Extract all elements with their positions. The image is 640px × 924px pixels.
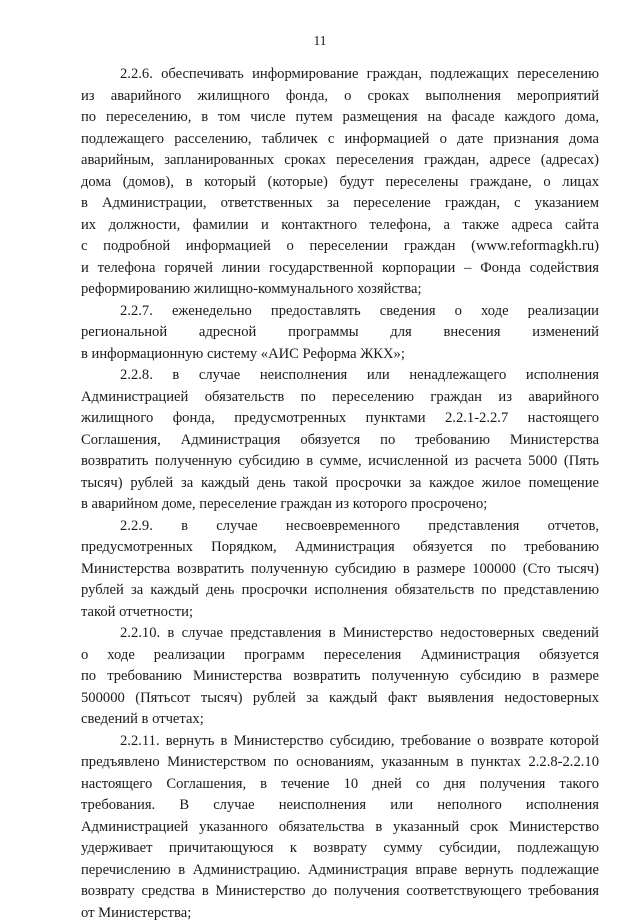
text-line: в информационную систему «АИС Реформа ЖКХ»; [81, 344, 599, 366]
clause-2-2-10 [81, 623, 599, 731]
text-line: 2.2.11. вернуть в Министерство субсидию, требование о возврате которой [81, 731, 599, 753]
text-line: тысяч) рублей за каждый день такой просрочки за каждое жилое помещение [81, 473, 599, 495]
text-line: региональной адресной программы для внесения изменений [81, 322, 599, 344]
text-line: по переселению, в том числе путем размещения на фасаде каждого дома, [81, 107, 599, 129]
text-line: такой отчетности; [81, 602, 599, 624]
text-line: от Министерства; [81, 903, 599, 924]
text-line: Соглашения, Администрация обязуется по требованию Министерства [81, 430, 599, 452]
text-line: предъявлено Министерством по основаниям, указанным в пунктах 2.2.8-2.2.10 [81, 752, 599, 774]
text-line: возврату средства в Министерство до получения соответствующего требования [81, 881, 599, 903]
text-line: возвратить полученную субсидию в сумме, исчисленной из расчета 5000 (Пять [81, 451, 599, 473]
text-line: 2.2.8. в случае неисполнения или ненадлежащего исполнения [81, 365, 599, 387]
clause-2-2-6 [81, 64, 599, 301]
text-line: предусмотренных Порядком, Администрация обязуется по требованию [81, 537, 599, 559]
text-line: по требованию Министерства возвратить полученную субсидию в размере [81, 666, 599, 688]
clause-2-2-8 [81, 365, 599, 516]
text-line: удерживает причитающуюся к возврату сумму субсидии, подлежащую [81, 838, 599, 860]
text-line: в аварийном доме, переселение граждан из которого просрочено; [81, 494, 599, 516]
text-line: сведений в отчетах; [81, 709, 599, 731]
text-line: подлежащего расселению, табличек с информацией о дате признания дома [81, 129, 599, 151]
text-line: с подробной информацией о переселении граждан (www.reformagkh.ru) [81, 236, 599, 258]
text-line: и телефона горячей линии государственной корпорации – Фонда содействия [81, 258, 599, 280]
clause-2-2-7 [81, 301, 599, 366]
text-line: перечислению в Администрацию. Администрация вправе вернуть подлежащие [81, 860, 599, 882]
text-line: Администрацией указанного обязательства в указанный срок Министерство [81, 817, 599, 839]
text-line: 2.2.9. в случае несвоевременного представления отчетов, [81, 516, 599, 538]
page-number: 11 [0, 33, 640, 49]
text-line: Администрацией обязательств по переселению граждан из аварийного [81, 387, 599, 409]
text-line: 2.2.7. еженедельно предоставлять сведения о ходе реализации [81, 301, 599, 323]
text-line: о ходе реализации программ переселения Администрация обязуется [81, 645, 599, 667]
clause-2-2-11 [81, 731, 599, 924]
text-line: их должности, фамилии и контактного телефона, а также адреса сайта [81, 215, 599, 237]
text-line: жилищного фонда, предусмотренных пунктами 2.2.1-2.2.7 настоящего [81, 408, 599, 430]
text-line: из аварийного жилищного фонда, о сроках выполнения мероприятий [81, 86, 599, 108]
text-line: реформированию жилищно-коммунального хозяйства; [81, 279, 599, 301]
clause-2-2-9 [81, 516, 599, 624]
text-line: аварийным, запланированных сроках переселения граждан, адресе (адресах) [81, 150, 599, 172]
text-line: 500000 (Пятьсот тысяч) рублей за каждый факт выявления недостоверных [81, 688, 599, 710]
text-line: 2.2.10. в случае представления в Министерство недостоверных сведений [81, 623, 599, 645]
text-line: 2.2.6. обеспечивать информирование граждан, подлежащих переселению [81, 64, 599, 86]
text-line: Министерства возвратить полученную субсидию в размере 100000 (Сто тысяч) [81, 559, 599, 581]
text-line: настоящего Соглашения, в течение 10 дней со дня получения такого [81, 774, 599, 796]
text-line: рублей за каждый день просрочки исполнения обязательств по представлению [81, 580, 599, 602]
text-line: дома (домов), в который (которые) будут переселены граждане, о лицах [81, 172, 599, 194]
text-line: в Администрации, ответственных за переселение граждан, с указанием [81, 193, 599, 215]
document-body [81, 64, 599, 924]
text-line: требования. В случае неисполнения или неполного исполнения [81, 795, 599, 817]
